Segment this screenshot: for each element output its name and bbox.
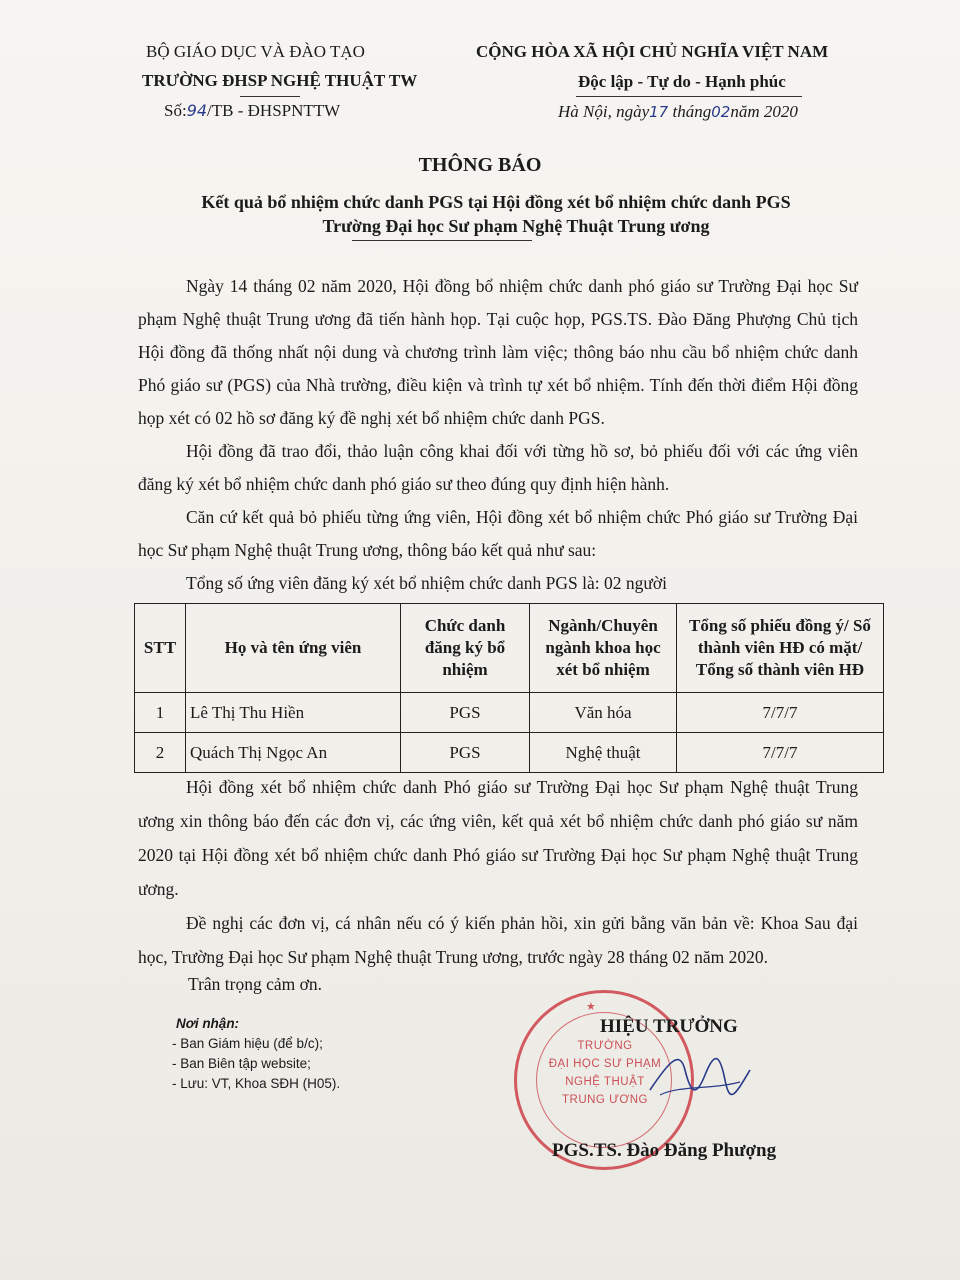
table-header-row [135,604,884,693]
header-field: Ngành/Chuyên ngành khoa học xét bổ nhiệm [530,604,677,693]
cell-title: PGS [401,693,530,733]
cell-stt: 1 [135,693,186,733]
seal-text-line1: TRƯỜNG [577,1040,633,1052]
document-number-handwritten: 94 [186,101,208,120]
signer-name: PGS.TS. Đào Đăng Phượng [552,1140,777,1161]
ministry-name: BỘ GIÁO DỤC VÀ ĐÀO TẠO [146,42,365,61]
seal-text-line2: ĐẠI HỌC SƯ PHẠM [548,1058,662,1070]
seal-text-line3: NGHỆ THUẬT [565,1076,645,1088]
motto-underline [576,96,802,97]
table-row [135,693,884,733]
document-date: Hà Nội, ngày17 tháng02năm 2020 [558,102,798,121]
thanks-line: Trân trọng cảm ơn. [188,974,323,994]
handwritten-signature [640,1040,760,1110]
paragraph-1: Ngày 14 tháng 02 năm 2020, Hội đồng bổ nhiệm chức danh phó giáo sư Trường Đại học Sư phạm Nghệ thuật Trung ương đã tiến hành họp. Tại cuộc họp, PGS.TS. Đào Đăng Phượng Chủ tịch Hội đồng đã thống nhất nội dung và chương trình làm việc; thông báo nhu cầu bổ nhiệm chức danh Phó giáo sư (PGS) của Nhà trường, điều kiện và trình tự xét bổ nhiệm. Tính đến thời điểm Hội đồng họp xét có 02 hồ sơ đăng ký đề nghị xét bổ nhiệm chức danh PGS. [138,276,858,428]
header-votes: Tổng số phiếu đồng ý/ Số thành viên HĐ có mặt/ Tổng số thành viên HĐ [677,604,884,693]
paragraph-6: Đề nghị các đơn vị, cá nhân nếu có ý kiến phản hồi, xin gửi bằng văn bản về: Khoa Sau đại học, Trường Đại học Sư phạm Nghệ thuật Trung ương, trước ngày 28 tháng 02 năm 2020. [138,913,858,967]
document-title: THÔNG BÁO [418,154,542,176]
cell-name: Quách Thị Ngọc An [186,733,401,773]
subtitle-underline [352,240,532,241]
body-bottom [138,770,858,974]
cell-votes: 7/7/7 [677,693,884,733]
document-number: Số:94/TB - ĐHSPNTTW [164,101,341,120]
recipients-label: Nơi nhận: [176,1016,240,1031]
cell-title: PGS [401,733,530,773]
cell-stt: 2 [135,733,186,773]
republic-name: CỘNG HÒA XÃ HỘI CHỦ NGHĨA VIỆT NAM [476,42,829,61]
paragraph-4: Tổng số ứng viên đăng ký xét bổ nhiệm chức danh PGS là: 02 người [186,573,667,593]
paragraph-3: Căn cứ kết quả bỏ phiếu từng ứng viên, Hội đồng xét bổ nhiệm chức Phó giáo sư Trường Đại học Sư phạm Nghệ thuật Trung ương, thông báo kết quả như sau: [138,507,858,560]
header-stt: STT [135,604,186,693]
cell-field: Nghệ thuật [530,733,677,773]
paragraph-2: Hội đồng đã trao đổi, thảo luận công khai đối với từng hồ sơ, bỏ phiếu đối với các ứng viên đăng ký xét bổ nhiệm chức danh phó giáo sư theo đúng quy định hiện hành. [138,441,858,494]
recipient-item: - Lưu: VT, Khoa SĐH (H05). [172,1076,341,1091]
recipient-item: - Ban Biên tập website; [172,1056,311,1071]
school-name: TRƯỜNG ĐHSP NGHỆ THUẬT TW [142,71,418,90]
recipient-item: - Ban Giám hiệu (để b/c); [172,1036,323,1051]
cell-field: Văn hóa [530,693,677,733]
signer-position: HIỆU TRƯỞNG [600,1016,738,1037]
seal-text-line4: TRUNG ƯƠNG [561,1094,648,1106]
seal-star-icon: ★ [586,1001,596,1013]
document-subtitle-line1: Kết quả bổ nhiệm chức danh PGS tại Hội đồng xét bổ nhiệm chức danh PGS [201,192,791,212]
header-title: Chức danh đăng ký bổ nhiệm [401,604,530,693]
cell-votes: 7/7/7 [677,733,884,773]
paragraph-5: Hội đồng xét bổ nhiệm chức danh Phó giáo sư Trường Đại học Sư phạm Nghệ thuật Trung ương xin thông báo đến các đơn vị, các ứng viên, kết quả xét bổ nhiệm chức danh phó giáo sư năm 2020 tại Hội đồng xét bổ nhiệm chức danh Phó giáo sư Trường Đại học Sư phạm Nghệ thuật Trung ương. [138,777,858,899]
results-table [134,603,884,773]
cell-name: Lê Thị Thu Hiền [186,693,401,733]
national-motto: Độc lập - Tự do - Hạnh phúc [578,72,786,91]
date-month-handwritten: 02 [711,103,731,121]
header-candidate-name: Họ và tên ứng viên [186,604,401,693]
date-day-handwritten: 17 [649,103,669,121]
table-row [135,733,884,773]
body-top [138,270,858,599]
school-underline [240,96,300,97]
document-subtitle-line2: Trường Đại học Sư phạm Nghệ Thuật Trung ương [322,216,710,236]
